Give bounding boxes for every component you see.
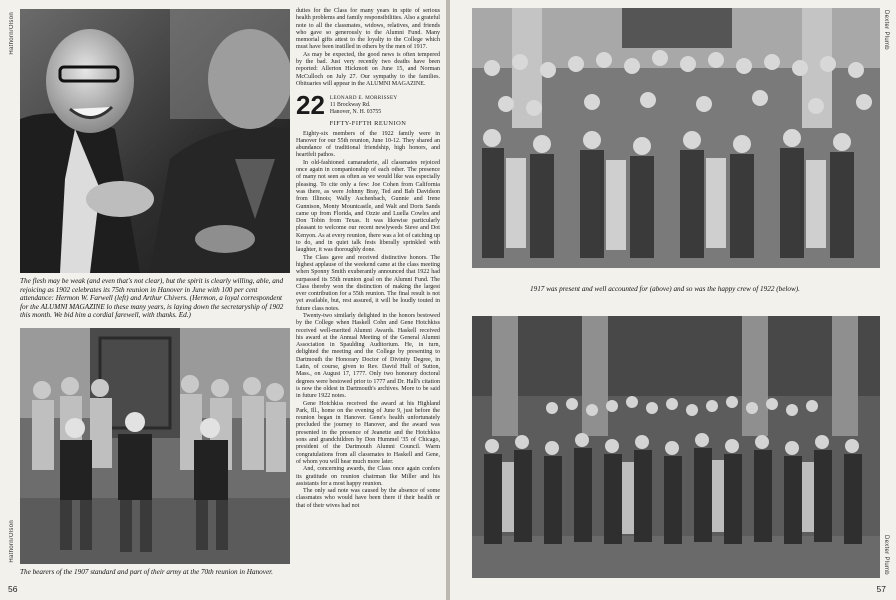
- body-paragraph: Twenty-two similarly delighted in the honors bestowed by the College when Haskell Cohn and Gene Hotchkiss received well-merited Alumni Awards. Haskell received his award at the Annual Meeting of the General Alumni Association in Spaulding Auditorium. He, in turn, delighted the meeting and the College by presenting to Dartmouth the Honorary Doctor of Divinity Degree, in Latin, of course, given to Rev. David Hull of Sutton, Mass., on August 17, 1777. Only two honorary doctoral degrees were bestowed prior to 1777 and Dr. Hall's citation is now the oldest in Dartmouth's archives. More to be said in future 1922 notes.: [296, 312, 440, 400]
- class-number: 22: [296, 90, 325, 121]
- right-page: [450, 0, 896, 600]
- body-paragraph: And, concerning awards, the Class once again confers its gratitude on reunion chairman Ike Miller and his assistants for a most happy reunion.: [296, 466, 440, 487]
- photo-1907-reunion: [20, 328, 290, 564]
- body-paragraph: The Class gave and received distinctive honors. The highest applause of the weekend came at the class meeting when Sponny Smith exuberantly announced that 1922 had surpassed its 55th reunion goal on the Alumni Fund. The Class thereby won the distinction of making the largest ever contribution for a 55th reunion. The final result is not yet available, but, rest assured, it will be loudly touted in future class notes.: [296, 254, 440, 312]
- body-paragraph: In old-fashioned camaraderie, all classmates rejoiced once again in companionship of each other. The presence of many not seen as often as we would like was especially pleasing. To cite only a few: Joe Cohen from California was there, as were Johnny Bray, Ted and Bab Davidson from Illinois; Wally Aschenbach, Gunnie and Irene Gunnison, Monty Mountcastle, and Walt and Doris Sands came up from Florida, and Ozzie and Luella Cowles and Don Tobin from Texas. It was likewise particularly pleasant to welcome our recent newlyweds Steve and Dot Kenyon. As at every reunion, there was a lot of catching up to do, and in quiet talk fests liberally sprinkled with laughter, it was thoroughly done.: [296, 159, 440, 254]
- intro-paragraph: As may be expected, the good news is often tempered by the bad. Just very recently two deaths have been reported: Allerton Hickmott on June 15, and Norman McCulloch on July 27. Our sympathy to the families. Obituaries will appear in the ALUMNI MAGAZINE.: [296, 51, 440, 87]
- secretary-street: 11 Brockway Rd.: [329, 102, 371, 109]
- body-paragraph: Gene Hotchkiss received the award at his Highland Park, Ill., home on the evening of June 9, just before the reunion began in Hanover. Gene's health unfortunately precluded the journey to Hanover, and the award was presented in the presence of Jeanette and the Hotchkiss sons and grandchildren by Don Hummel '35 of Chicago, president of the Dartmouth Alumni Council. Warm congratulations from all classmates to Haskell and Gene, of whom you will hear much more later.: [296, 400, 440, 465]
- left-page: [0, 0, 446, 600]
- section-title: FIFTY-FIFTH REUNION: [329, 120, 407, 128]
- body-paragraph: The only sad note was caused by the absence of some classmates who would have been there if their health or that of their wives had not: [296, 488, 440, 509]
- photo-credit-top-right: Dexter Plumb: [883, 10, 889, 50]
- caption-middle-right: 1917 was present and well accounted for (above) and so was the happy crew of 1922 (below).: [530, 285, 800, 293]
- caption-top-left: The flesh may be weak (and even that's not clear), but the spirit is clearly willing, able, and rejoicing as 1902 celebrates its 75th reunion in Hanover in June with 100 per cent attendance: Hermon W. Farwell (left) and Arthur Chivers. (Hermon, a loyal correspondent for the ALUMNI MAGAZINE lo these many years, is laying down the secretaryship of 1902 this month. We bid him a cordial farewell, with thanks. Ed.): [20, 277, 284, 320]
- secretary-city: Hanover, N. H. 03755: [329, 108, 382, 115]
- photo-1902-classmates-image: [20, 9, 290, 273]
- photo-credit-top-left: Hathorn/Olson: [9, 12, 15, 55]
- caption-bottom-left: The bearers of the 1907 standard and part of their army at the 70th reunion in Hanover.: [20, 568, 273, 576]
- photo-1922-reunion-image: [472, 316, 880, 578]
- photo-1922-reunion: [472, 316, 880, 578]
- photo-1917-reunion: [472, 8, 880, 268]
- photo-credit-bottom-left: Hathorn/Olson: [9, 520, 15, 563]
- secretary-name: LEONARD E. MORRISSEY: [329, 95, 398, 102]
- photo-credit-bottom-right: Dexter Plumb: [883, 535, 889, 575]
- photo-1907-reunion-image: [20, 328, 290, 564]
- class-notes-column: [296, 8, 440, 510]
- intro-paragraph: duties for the Class for many years in spite of serious health problems and family responsibilities. Also a grateful note to all the classmates, widows, relatives, and friends who gave so generously to the Alumni Fund. Many memorial gifts attest to the loyalty to the College which must have been instilled in others by the men of 1917.: [296, 8, 440, 51]
- body-paragraph: Eighty-six members of the 1922 family were in Hanover for our 55th reunion, June 10-12. They shared an abundance of traditional friendship, high honors, and heartfelt pathos.: [296, 130, 440, 159]
- class-header: [296, 90, 440, 121]
- page-number-right: 57: [876, 584, 886, 594]
- photo-1917-reunion-image: [472, 8, 880, 268]
- page-number-left: 56: [8, 584, 18, 594]
- class-secretary-address: [330, 95, 398, 115]
- photo-1902-classmates: [20, 9, 290, 273]
